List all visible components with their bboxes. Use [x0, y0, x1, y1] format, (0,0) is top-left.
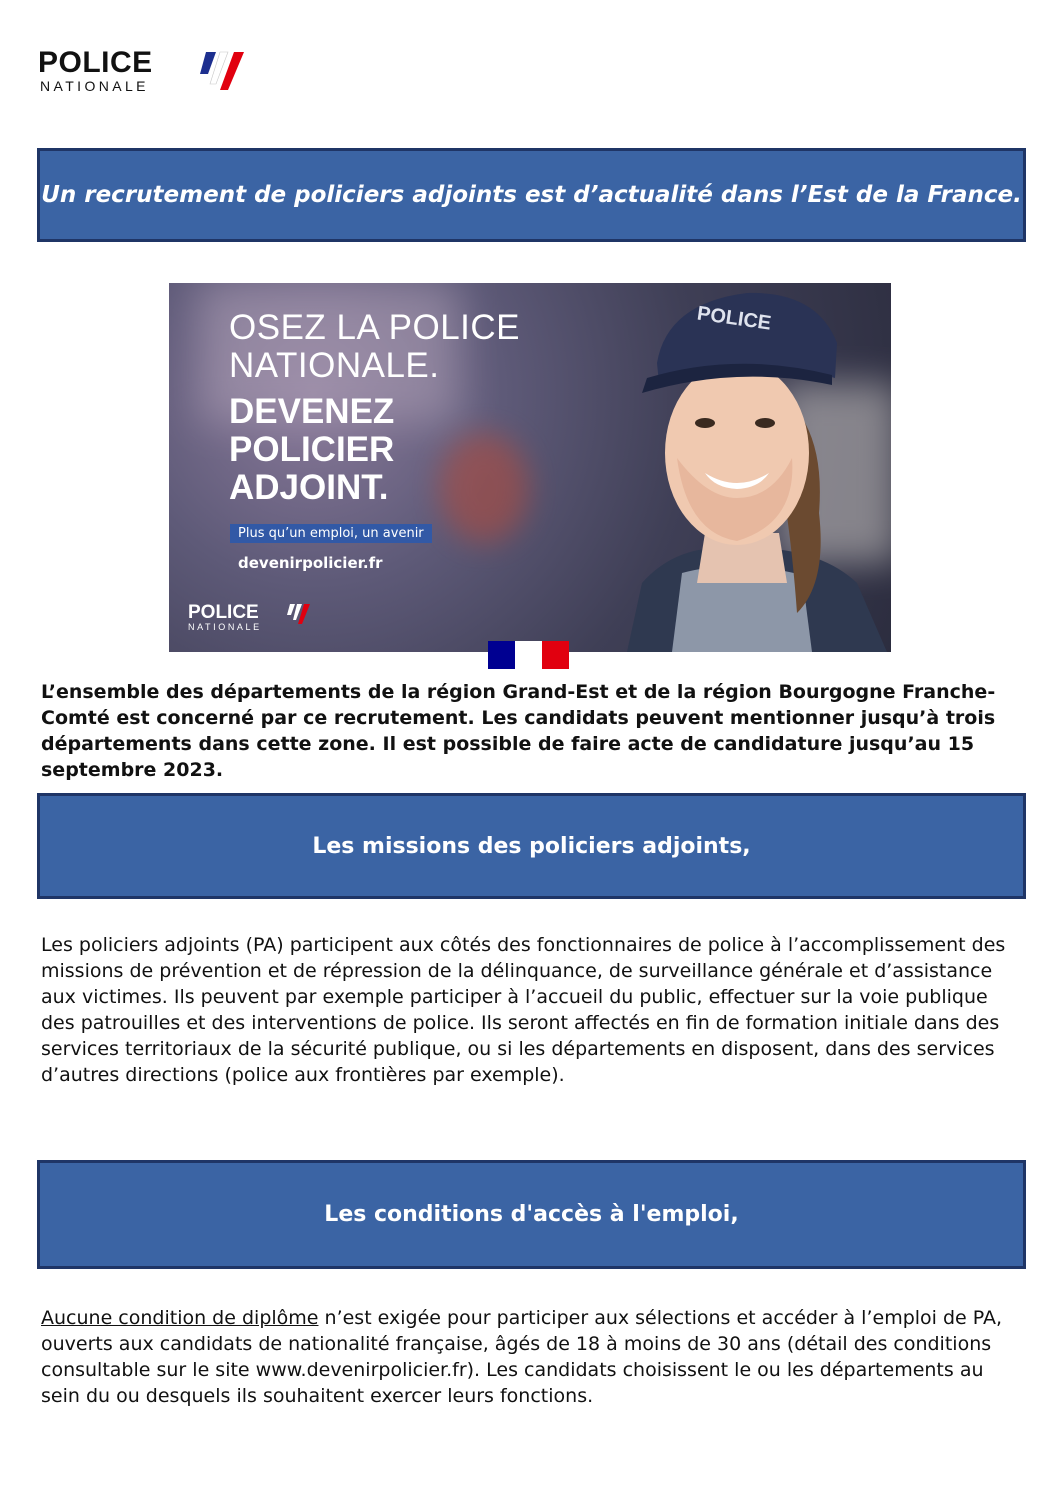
headline-text: Un recrutement de policiers adjoints est d’actualité dans l’Est de la France. — [41, 182, 1022, 208]
conditions-title: Les conditions d'accès à l'emploi, — [324, 1202, 739, 1227]
ad-logo — [188, 603, 262, 632]
conditions-underlined: Aucune condition de diplôme — [41, 1307, 319, 1329]
logo-police-text: POLICE — [38, 46, 153, 79]
police-officer-illustration — [587, 283, 891, 652]
cap-police-text: POLICE — [695, 302, 773, 335]
ad-line4: POLICIER — [229, 430, 395, 469]
logo-nationale-text: NATIONALE — [40, 78, 149, 94]
headline-banner — [37, 148, 1026, 242]
conditions-paragraph — [41, 1305, 1026, 1409]
intro-paragraph: L’ensemble des départements de la région Grand-Est et de la région Bourgogne Franche-Comté est concerné par ce recrutement. Les candidats peuvent mentionner jusqu’à trois départements dans cette zone. Il est possible de faire acte de candidature jusqu’au 15 septembre 2023. — [41, 681, 996, 781]
ad-line3: DEVENEZ — [229, 392, 395, 431]
ad-stripes-icon — [286, 603, 312, 625]
ad-tagline: Plus qu’un emploi, un avenir — [230, 524, 432, 543]
ad-headline-light — [229, 309, 520, 385]
missions-title: Les missions des policiers adjoints, — [312, 833, 751, 859]
ad-headline-bold — [229, 393, 394, 507]
missions-banner — [37, 793, 1026, 899]
missions-paragraph: Les policiers adjoints (PA) participent aux côtés des fonctionnaires de police à l’accomplissement des missions de prévention et de répression de la délinquance, de surveillance générale et d’assistance aux victimes. Ils peuvent par exemple participer à l’accueil du public, effectuer sur la voie publique des patrouilles et des interventions de police. Ils seront affectés en fin de formation initiale dans des services territoriaux de la sécurité publique, ou si les départements en disposent, dans des services d’autres directions (police aux frontières par exemple). — [41, 934, 1006, 1086]
ad-line2: NATIONALE. — [229, 346, 440, 385]
republic-flag-icon — [488, 641, 569, 669]
recruitment-ad-image — [169, 283, 891, 652]
ad-url: devenirpolicier.fr — [238, 554, 383, 572]
ad-line5: ADJOINT. — [229, 468, 389, 507]
conditions-banner — [37, 1160, 1026, 1269]
ad-logo-police: POLICE — [188, 602, 259, 623]
ad-line1: OSEZ LA POLICE — [229, 308, 520, 347]
tricolor-stripes-icon — [198, 50, 248, 92]
police-nationale-logo — [38, 48, 268, 100]
conditions-body: n’est exigée pour participer aux sélections et accéder à l’emploi de PA, ouverts aux candidats de nationalité française, âgés de 18 à moins de 30 ans (détail des conditions consultable sur le site www.devenirpolicier.fr). Les candidats choisissent le ou les départements au sein du ou desquels ils souhaitent exercer leurs fonctions. — [41, 1307, 1003, 1407]
ad-logo-nationale: NATIONALE — [188, 622, 262, 632]
